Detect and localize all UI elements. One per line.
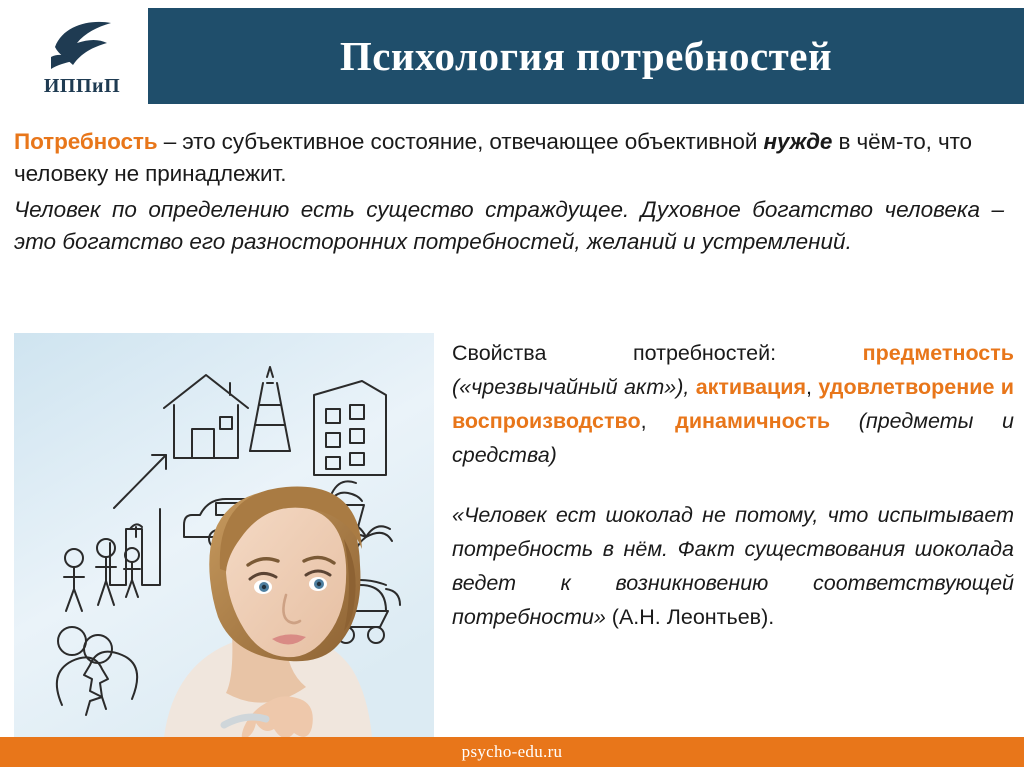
footer-site-label: psycho-edu.ru xyxy=(461,742,563,761)
institute-logo xyxy=(20,10,144,104)
slide-header xyxy=(0,0,1024,110)
property-udovletvorenie: удовлетворение и воспроизводство xyxy=(452,375,1014,433)
term-potrebnost: Потребность xyxy=(14,129,158,154)
properties-sep-2: , xyxy=(806,375,819,399)
page-title: Психология потребностей xyxy=(339,33,833,79)
title-bar xyxy=(148,8,1024,104)
intro-paragraph-2: Человек по определению есть существо страждущее. Духовное богатство человека – это богатство его разносторонних потребностей, желаний и устремлений. xyxy=(14,197,1004,254)
right-text-column xyxy=(452,336,1014,634)
institute-logo-text: ИППиП xyxy=(43,74,121,97)
quote-text: «Человек ест шоколад не потому, что испытывает потребность в нём. Факт существования шоколада ведет к возникновению соответствующей потребности» xyxy=(452,503,1014,629)
definition-part2: в чём-то, что человеку не принадлежит. xyxy=(14,129,972,186)
bird-swoosh-icon xyxy=(45,17,119,73)
properties-sep-3: , xyxy=(640,409,676,433)
property-predmetnost: предметность xyxy=(862,341,1014,365)
property-aktivatsiya: активация xyxy=(695,375,807,399)
properties-paragraph xyxy=(452,336,1014,472)
properties-sep-1: («чрезвычайный акт»), xyxy=(452,375,696,399)
quote-attribution: (А.Н. Леонтьев). xyxy=(605,605,775,629)
properties-lead: Свойства потребностей: xyxy=(452,341,863,365)
definition-part1: – это субъективное состояние, отвечающее объективной xyxy=(157,129,764,154)
definition-paragraph xyxy=(14,126,1014,190)
property-dinamichnost: динамичность xyxy=(675,409,831,433)
term-nuzhda: нужде xyxy=(763,129,833,154)
properties-tail: (предметы и средства) xyxy=(452,409,1014,467)
illustration-image xyxy=(14,333,434,737)
intro-text-block xyxy=(14,126,1014,258)
quote-paragraph xyxy=(452,498,1014,634)
footer-bar xyxy=(0,737,1024,767)
